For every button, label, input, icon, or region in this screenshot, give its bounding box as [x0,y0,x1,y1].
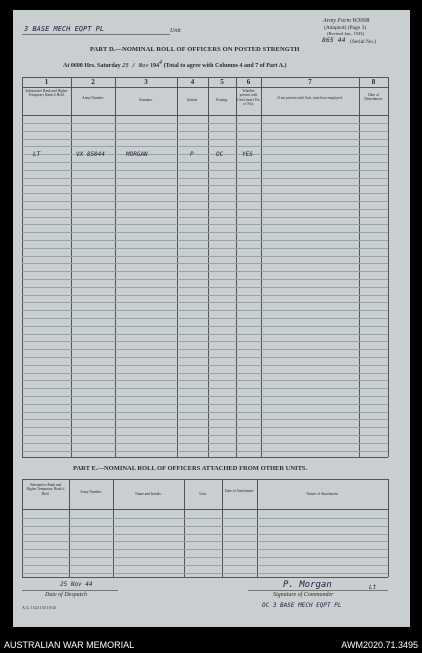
form-number: Army Form W3008 [323,18,370,24]
part-d-at-line [63,60,287,69]
ruled-line [22,443,388,444]
ruled-line [22,240,388,241]
row-posting: OC [216,151,224,158]
serial-handwritten: 865 44 [322,36,346,44]
year-text: 194 [150,63,160,69]
serial-label: (Serial No.) [350,39,376,45]
e-colhdr-nature: Nature of Attachment. [306,492,339,496]
ruled-line [22,534,388,535]
part-e-title: PART E.—NOMINAL ROLL OF OFFICERS ATTACHED FROM OTHER UNITS. [73,465,308,472]
archive-footer [0,636,422,653]
ruled-line [22,295,388,296]
despatch-label: Date of Despatch [45,592,87,598]
unit-label: Unit [170,28,181,34]
colhdr-rank: Substantive Rank and Higher Temporary Rank if Held. [25,89,68,98]
colhdr-detachment: Date of Detachment. [364,93,383,102]
archive-id: AWM2020.71.3495 [341,640,418,650]
year-handwritten: 4 [159,60,163,66]
ruled-line [22,419,388,420]
e-colhdr-army-number: Army Number. [80,490,102,494]
colhdr-initials: Initials. [187,98,198,102]
row-initials: P [190,151,194,158]
colnum-5: 5 [220,78,224,86]
e-colhdr-name: Name and Initials. [135,492,162,496]
unit-underline [22,34,170,35]
at-tail-text: (Total to agree with Columns 4 and 7 of Part A.) [163,63,287,69]
ruled-line [22,451,388,452]
ruled-line [22,287,388,288]
despatch-date-handwritten: 25 Nov 44 [60,581,93,588]
ruled-line [22,326,388,327]
ruled-line [22,310,388,311]
ruled-line [22,541,388,542]
ruled-line [22,224,388,225]
ruled-line [22,526,388,527]
signature-rank: Lt [369,584,377,591]
ruled-line [22,248,388,249]
colnum-1: 1 [44,78,49,86]
row-army-number: VX 85044 [76,151,105,158]
e-colhdr-rank: Substantive Rank and Higher Temporary Rank if Held. [26,483,65,496]
ruled-line [22,193,388,194]
colnum-4: 4 [190,78,195,86]
ruled-line [22,256,388,257]
ruled-line [22,271,388,272]
oc-line-handwritten: OC 3 BASE MECH EQPT PL [262,602,342,609]
ruled-line [22,232,388,233]
ruled-line [22,396,388,397]
despatch-underline [22,590,118,591]
ruled-line [22,334,388,335]
signature-label: Signature of Commander [273,592,334,598]
unit-handwritten: 3 BASE MECH EQPT PL [24,25,105,33]
ruled-line [22,185,388,186]
ruled-line [22,139,388,140]
colhdr-employed: If not present with Unit, state how employed. [277,96,343,100]
ruled-line [22,357,388,358]
ruled-line [22,209,388,210]
ruled-line [22,412,388,413]
ruled-line [22,263,388,264]
colhdr-army-number: Army Number. [82,96,104,100]
ruled-line [22,341,388,342]
ruled-line [22,404,388,405]
ruled-line [22,365,388,366]
signature-underline [248,590,388,591]
ruled-line [22,217,388,218]
ruled-line [22,318,388,319]
row-present: YES [242,151,253,158]
ruled-line [22,123,388,124]
ruled-line [22,373,388,374]
ruled-line [22,549,388,550]
ruled-line [22,201,388,202]
colhdr-surname: Surname. [139,98,153,102]
colnum-6: 6 [246,78,251,86]
ruled-line [22,349,388,350]
ruled-line [22,565,388,566]
ruled-line [22,518,388,519]
row-surname: MORGAN [126,151,148,158]
colnum-7: 7 [308,78,312,86]
colhdr-present: Whether present with Unit (insert Yes or No). [237,89,260,106]
ruled-line [22,388,388,389]
colnum-2: 2 [91,78,95,86]
ruled-line [22,131,388,132]
form-revised: (Revised Jan., 1943) [327,31,364,36]
e-colhdr-attach-date: Date of Attachment. [224,489,255,493]
print-reference: A.G. 1524 150 10-43 [22,605,57,610]
part-d-title: PART D.—NOMINAL ROLL OF OFFICERS ON POSTED STRENGTH [90,46,300,53]
e-colhdr-unit: Unit. [199,492,207,496]
signature-handwritten: P. Morgan [283,580,332,590]
ruled-line [22,162,388,163]
archive-name: AUSTRALIAN WAR MEMORIAL [4,640,135,650]
ruled-line [22,435,388,436]
date-handwritten: 25 / Nov [122,63,149,69]
ruled-line [22,573,388,574]
ruled-line [22,302,388,303]
row-rank: LT [33,151,41,158]
ruled-line [22,427,388,428]
ruled-line [22,146,388,147]
form-adapted: (Adapted) (Page 3) [324,25,367,31]
ruled-line [22,380,388,381]
ruled-line [22,178,388,179]
colnum-8: 8 [371,78,376,86]
at-text: At 0600 Hrs. Saturday [63,63,121,69]
ruled-line [22,557,388,558]
ruled-line [22,279,388,280]
colnum-3: 3 [144,78,148,86]
colhdr-posting: Posting. [216,98,228,102]
ruled-line [22,170,388,171]
